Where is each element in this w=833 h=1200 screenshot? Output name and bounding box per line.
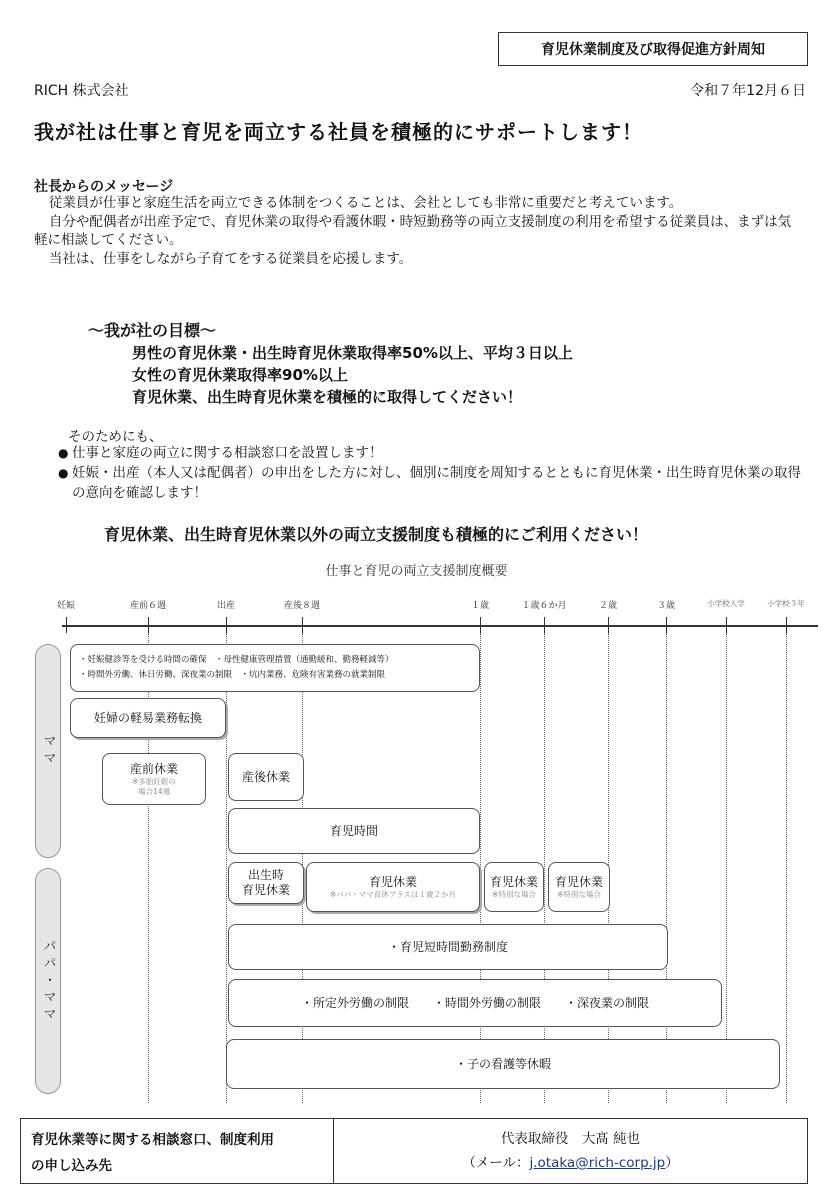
bar-text: 出生時 <box>247 868 284 882</box>
guide-line <box>226 633 227 1103</box>
bar-text: ・妊娠健診等を受ける時間の確保 ・母性健康管理措置（通勤緩和、勤務軽減等） <box>79 655 394 665</box>
goal-item: 育児休業、出生時育児休業を積極的に取得してください！ <box>132 388 523 406</box>
bar-overtime-limits <box>228 979 722 1027</box>
bar-text: 育児休業 <box>241 883 290 897</box>
bar-light-work <box>70 698 226 738</box>
contact-info <box>334 1119 807 1183</box>
action-text: 仕事と家庭の両立に関する相談窓口を設置します！ <box>72 445 383 461</box>
bar-note: 場合14週 <box>137 786 171 796</box>
email-line <box>462 1151 679 1175</box>
bar-prenatal-leave <box>102 753 206 805</box>
contact-label-line: の申し込み先 <box>31 1158 112 1174</box>
bar-child-nursing-leave <box>226 1039 780 1089</box>
axis-mark <box>786 617 787 633</box>
support-system-timeline <box>30 598 826 1098</box>
issue-date: 令和７年12月６日 <box>690 83 806 99</box>
bar-text: ・所定外労働の制限 ・時間外労働の制限 ・深夜業の制限 <box>300 995 649 1010</box>
email-prefix: （メール： <box>462 1155 530 1171</box>
bar-text: 育児休業 <box>489 874 538 889</box>
timeline-axis <box>62 625 818 627</box>
bar-text: ・育児短時間勤務制度 <box>387 939 508 954</box>
bullet-icon: ● <box>58 466 69 480</box>
contact-label-line: 育児休業等に関する相談窓口、制度利用 <box>31 1132 274 1148</box>
bar-birth-childcare-leave <box>228 862 304 904</box>
axis-mark <box>726 617 727 633</box>
tick-label: ２歳 <box>598 601 618 611</box>
bar-childcare-leave <box>306 862 480 912</box>
axis-mark <box>148 617 149 633</box>
tick-label: １歳６か月 <box>521 601 567 611</box>
axis-mark <box>66 617 67 633</box>
bar-note: ※パパ・ママ育休プラスは１歳２か月 <box>329 889 457 899</box>
axis-mark <box>302 617 303 633</box>
goals-title: ～我が社の目標～ <box>88 321 217 340</box>
bar-note: ※特別な場合 <box>557 889 601 899</box>
message-paragraph: 従業員が仕事と家庭生活を両立できる体制をつくることは、会社としても非常に重要だと考えています。 <box>48 195 683 211</box>
bar-text: 妊婦の軽易業務転換 <box>93 710 202 725</box>
bar-text: 育児休業 <box>554 874 603 889</box>
message-paragraph: 当社は、仕事をしながら子育てをする従業員を応援します。 <box>48 250 413 267</box>
bar-short-hours <box>228 924 668 970</box>
bar-postnatal-leave <box>228 753 304 801</box>
guide-line <box>726 633 727 1103</box>
goal-item: 男性の育児休業・出生時育児休業取得率50%以上、平均３日以上 <box>132 344 573 362</box>
axis-mark <box>608 617 609 633</box>
tick-label: 小学校入学 <box>707 599 745 608</box>
bar-maternal-health <box>70 644 480 692</box>
company-name: RICH 株式会社 <box>34 83 129 99</box>
bar-text: 育児休業 <box>368 874 417 889</box>
bar-text: 産前休業 <box>129 761 178 776</box>
bar-text: 育児時間 <box>329 823 378 838</box>
axis-mark <box>480 617 481 633</box>
tick-label: １歳 <box>470 601 490 611</box>
guide-line <box>666 633 667 1103</box>
tick-label: 産後８週 <box>283 601 321 611</box>
bar-leave-extension-1 <box>484 862 544 912</box>
guide-line <box>544 633 545 1103</box>
representative-name: 代表取締役 大髙 純也 <box>500 1131 641 1147</box>
bar-note: ※多胎妊娠の <box>132 776 176 786</box>
notice-title: 育児休業制度及び取得促進方針周知 <box>498 32 808 66</box>
bar-text: ・時間外労働、休日労働、深夜業の制限 ・坑内業務、危険有害業務の就業制限 <box>79 670 386 680</box>
goal-item: 女性の育児休業取得率90%以上 <box>132 366 348 384</box>
axis-mark <box>226 617 227 633</box>
tick-label: ３歳 <box>656 601 676 611</box>
page-title: 我が社は仕事と育児を両立する社員を積極的にサポートします！ <box>34 120 643 144</box>
guide-line <box>480 633 481 1103</box>
email-suffix: ） <box>665 1155 679 1171</box>
tick-label: 出産 <box>216 601 236 611</box>
contact-table <box>20 1118 808 1184</box>
action-item <box>58 463 808 503</box>
sub-headline: 育児休業、出生時育児休業以外の両立支援制度も積極的にご利用ください！ <box>104 525 649 544</box>
group-label-papa-mama: パパ・ママ <box>35 868 61 1094</box>
group-label-mama: ママ <box>35 644 61 858</box>
bar-note: ※特別な場合 <box>492 889 536 899</box>
contact-label <box>21 1119 334 1183</box>
tick-label: 小学校３年 <box>767 599 805 608</box>
tick-label: 妊娠 <box>56 601 76 611</box>
chart-title: 仕事と育児の両立支援制度概要 <box>325 564 508 579</box>
axis-mark <box>544 617 545 633</box>
message-title: 社長からのメッセージ <box>34 179 174 195</box>
email-link[interactable]: j.otaka@rich-corp.jp <box>529 1155 666 1171</box>
bar-nursing-time <box>228 808 480 854</box>
bar-leave-extension-2 <box>548 862 610 912</box>
action-text: 妊娠・出産（本人又は配偶者）の申出をした方に対し、個別に制度を周知するとともに育児休業・出生時育児休業の取得の意向を確認します！ <box>72 465 801 501</box>
tick-label: 産前６週 <box>129 601 167 611</box>
guide-line <box>786 633 787 1103</box>
goals-list <box>132 342 573 408</box>
bar-text: 産後休業 <box>241 769 290 784</box>
message-paragraph: 自分や配偶者が出産予定で、育児休業の取得や看護休暇・時短勤務等の両立支援制度の利用を希望する従業員は、まずは気軽に相談してください。 <box>34 213 792 248</box>
actions-intro: そのためにも、 <box>68 429 163 445</box>
message-body <box>34 194 804 268</box>
actions-list <box>58 443 808 503</box>
bar-text: ・子の看護等休暇 <box>454 1056 551 1071</box>
axis-mark <box>666 617 667 633</box>
action-item <box>58 443 808 463</box>
bullet-icon: ● <box>58 446 69 460</box>
